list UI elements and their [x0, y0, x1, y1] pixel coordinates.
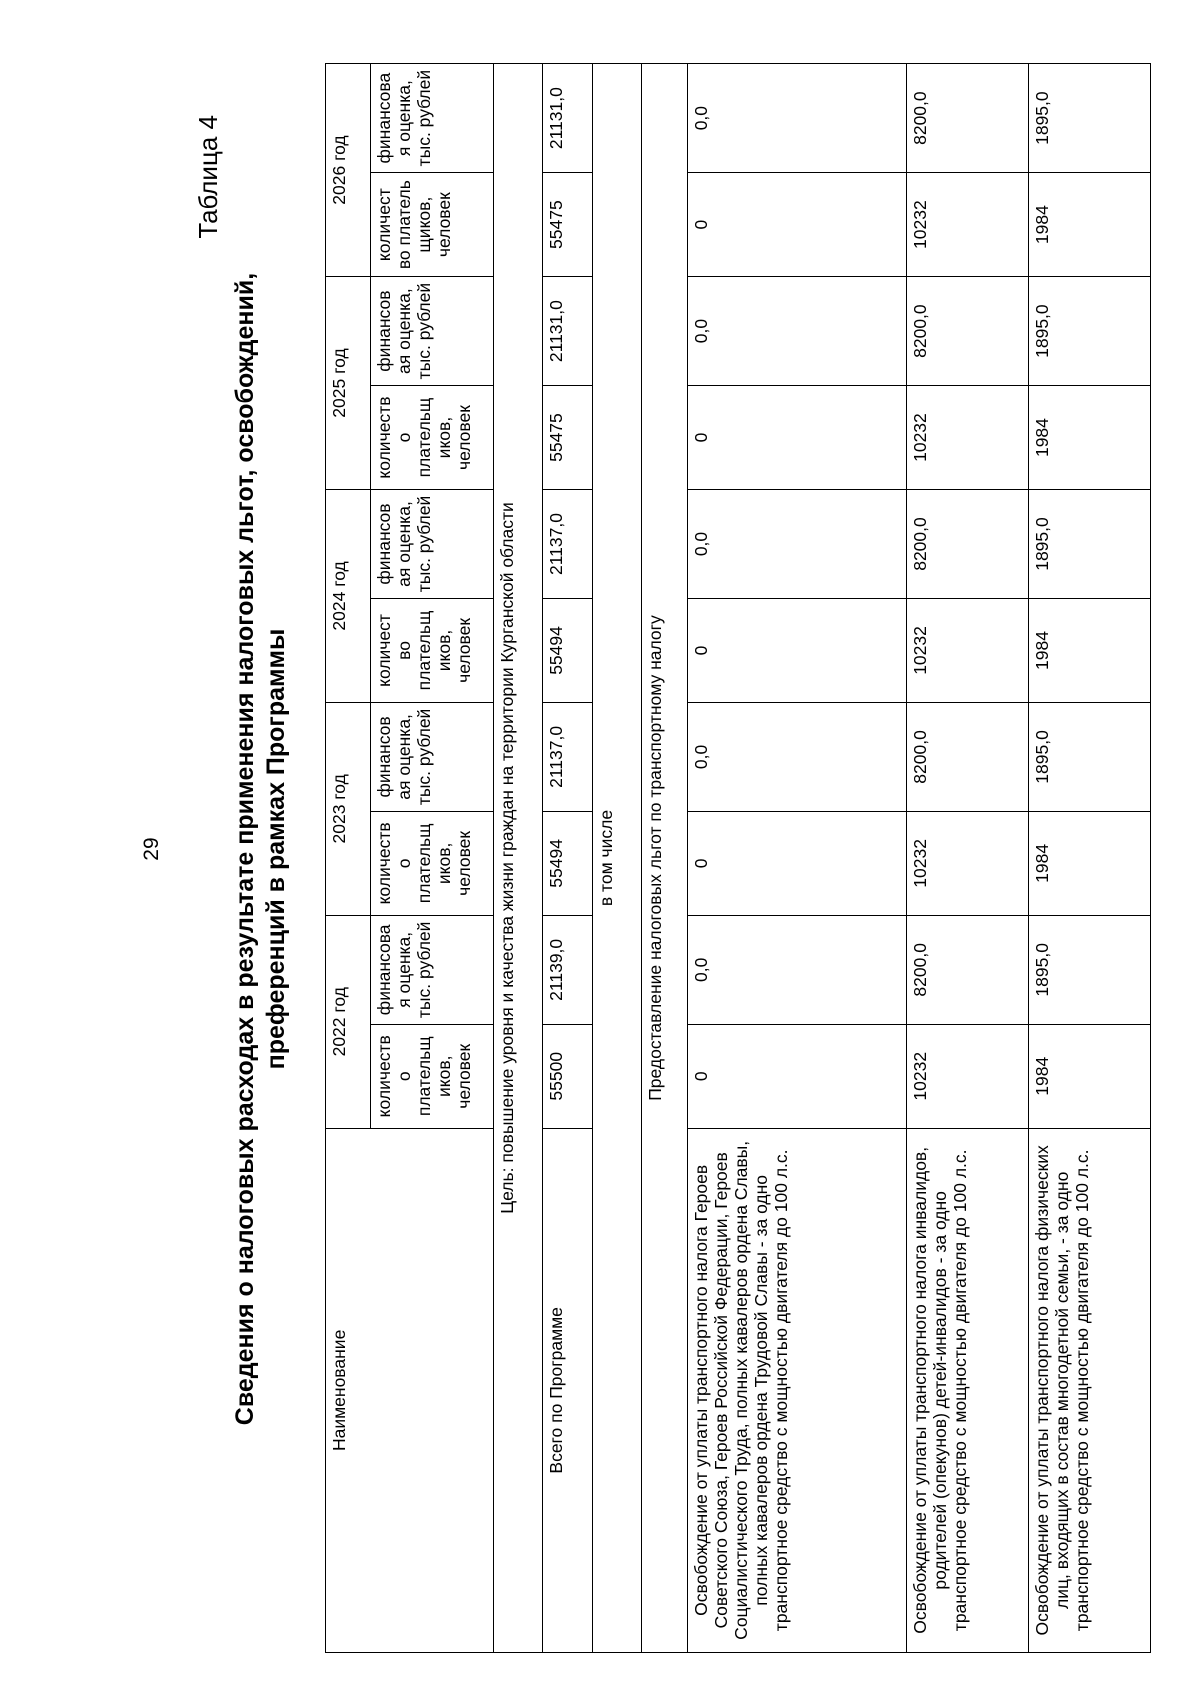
- cell-value: 21139,0: [543, 915, 592, 1024]
- cell-value: 55475: [543, 386, 592, 490]
- subheader-count: количест во платель щиков, человек: [370, 173, 493, 277]
- cell-value: 55500: [543, 1024, 592, 1128]
- year-header-2026: 2026 год: [326, 64, 371, 277]
- cell-value: 0,0: [688, 702, 907, 811]
- cell-value: 21131,0: [543, 277, 592, 386]
- year-header-2024: 2024 год: [326, 489, 371, 702]
- subheader-count: количеств о плательщ иков, человек: [370, 1024, 493, 1128]
- year-header-2025: 2025 год: [326, 277, 371, 490]
- cell-value: 8200,0: [907, 64, 1029, 173]
- cell-value: 0: [688, 599, 907, 703]
- cell-value: 10232: [907, 811, 1029, 915]
- cell-value: 10232: [907, 1024, 1029, 1128]
- document-title-line-1: Сведения о налоговых расходах в результате применения налоговых льгот, освобождений,: [231, 272, 259, 1426]
- benefit-name: Освобождение от уплаты транспортного налога инвалидов, родителей (опекунов) детей-инвалидов - за одно транспортное средство с мощностью двигателя до 100 л.с.: [907, 1128, 1029, 1652]
- cell-value: 1895,0: [1028, 489, 1150, 598]
- document-title-line-2: преференций в рамках Программы: [262, 628, 290, 1070]
- benefit-name: Освобождение от уплаты транспортного налога Героев Советского Союза, Героев Российской Федерации, Героев Социалистического Труда, полных кавалеров ордена Славы, полных кавалеров ордена Трудовой Славы - за одно транспортное средство с мощностью двигателя до 100 л.с.: [688, 1128, 907, 1652]
- goal-row: [493, 64, 542, 1653]
- cell-value: 0,0: [688, 64, 907, 173]
- cell-value: 8200,0: [907, 915, 1029, 1024]
- section-row: [642, 64, 688, 1653]
- cell-value: 1984: [1028, 386, 1150, 490]
- cell-value: 10232: [907, 386, 1029, 490]
- benefit-name: Освобождение от уплаты транспортного налога физических лиц, входящих в состав многодетной семьи, - за одно транспортное средство с мощностью двигателя до 100 л.с.: [1028, 1128, 1150, 1652]
- subheader-count: количеств о плательщ иков, человек: [370, 386, 493, 490]
- cell-value: 1895,0: [1028, 702, 1150, 811]
- header-row-years: [326, 64, 371, 1653]
- tax-expenses-table: [325, 63, 1151, 1653]
- cell-value: 0,0: [688, 489, 907, 598]
- table-label: Таблица 4: [193, 115, 223, 239]
- cell-value: 21131,0: [543, 64, 592, 173]
- page-number: 29: [140, 837, 163, 861]
- subheader-estimate: финансов ая оценка, тыс. рублей: [370, 489, 493, 598]
- cell-value: 8200,0: [907, 489, 1029, 598]
- goal-text: Цель: повышение уровня и качества жизни граждан на территории Курганской области: [493, 64, 542, 1653]
- subheader-count: количеств о плательщ иков, человек: [370, 811, 493, 915]
- cell-value: 55494: [543, 599, 592, 703]
- cell-value: 0,0: [688, 277, 907, 386]
- subheader-estimate: финансова я оценка, тыс. рублей: [370, 64, 493, 173]
- table-row: [688, 64, 907, 1653]
- cell-value: 1984: [1028, 811, 1150, 915]
- subheader-count: количест во плательщ иков, человек: [370, 599, 493, 703]
- cell-value: 21137,0: [543, 489, 592, 598]
- table-row: [1028, 64, 1150, 1653]
- cell-value: 0,0: [688, 915, 907, 1024]
- cell-value: 0: [688, 173, 907, 277]
- total-row: [543, 64, 592, 1653]
- cell-value: 10232: [907, 173, 1029, 277]
- in-number-text: в том числе: [592, 64, 641, 1653]
- table-row: [907, 64, 1029, 1653]
- cell-value: 8200,0: [907, 702, 1029, 811]
- year-header-2022: 2022 год: [326, 915, 371, 1128]
- cell-value: 1895,0: [1028, 915, 1150, 1024]
- in-number-row: [592, 64, 641, 1653]
- name-header: Наименование: [326, 1128, 494, 1652]
- cell-value: 10232: [907, 599, 1029, 703]
- cell-value: 1895,0: [1028, 277, 1150, 386]
- cell-value: 55475: [543, 173, 592, 277]
- cell-value: 8200,0: [907, 277, 1029, 386]
- cell-value: 21137,0: [543, 702, 592, 811]
- cell-value: 1895,0: [1028, 64, 1150, 173]
- cell-value: 0: [688, 386, 907, 490]
- section-title: Предоставление налоговых льгот по транспортному налогу: [642, 64, 688, 1653]
- cell-value: 1984: [1028, 1024, 1150, 1128]
- cell-value: 1984: [1028, 599, 1150, 703]
- cell-value: 55494: [543, 811, 592, 915]
- cell-value: 0: [688, 1024, 907, 1128]
- cell-value: 1984: [1028, 173, 1150, 277]
- subheader-estimate: финансов ая оценка, тыс. рублей: [370, 702, 493, 811]
- total-name: Всего по Программе: [543, 1128, 592, 1652]
- subheader-estimate: финансов ая оценка, тыс. рублей: [370, 277, 493, 386]
- year-header-2023: 2023 год: [326, 702, 371, 915]
- cell-value: 0: [688, 811, 907, 915]
- subheader-estimate: финансова я оценка, тыс. рублей: [370, 915, 493, 1024]
